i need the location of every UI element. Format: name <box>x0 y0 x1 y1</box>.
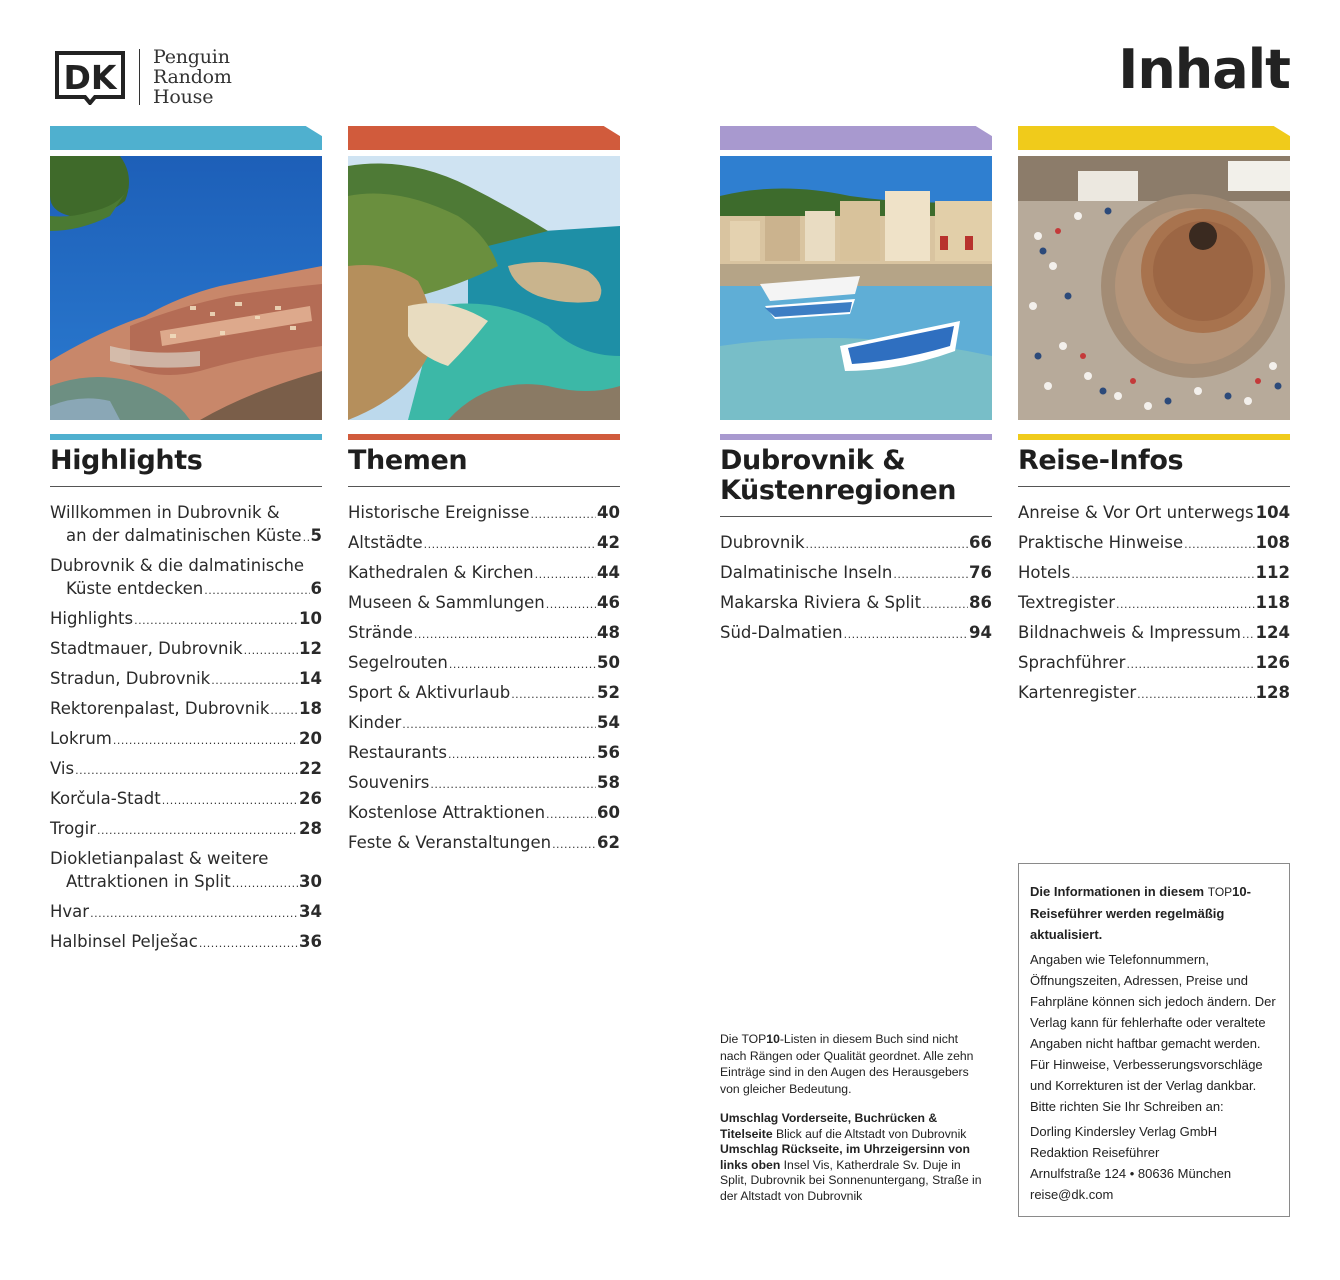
leader-dots <box>303 526 310 549</box>
toc-page-number: 104 <box>1255 503 1291 522</box>
penguin-random-house-wordmark <box>153 47 232 107</box>
toc-page-number: 5 <box>310 526 322 545</box>
section-underline-bar <box>348 434 620 440</box>
leader-dots <box>162 789 298 812</box>
toc-page-number: 30 <box>299 872 322 891</box>
toc-item[interactable] <box>348 681 620 706</box>
toc-item[interactable] <box>1018 591 1290 616</box>
info-heading-part: -Reiseführer werden regelmäßig aktualisiert. <box>1030 884 1251 942</box>
toc-page-number: 50 <box>597 653 620 672</box>
toc-item[interactable] <box>1018 681 1290 706</box>
toc-item-text: Hotels <box>1018 563 1071 582</box>
svg-text:DK: DK <box>63 58 117 97</box>
leader-dots <box>546 593 596 616</box>
onofrio-fountain-photo[interactable] <box>1018 156 1290 420</box>
toc-page-number: 86 <box>969 593 992 612</box>
info-box-heading <box>1030 881 1278 945</box>
toc-page-number: 6 <box>310 579 322 598</box>
toc-page-number: 26 <box>299 789 322 808</box>
toc-item-text: an der dalmatinischen Küste <box>66 526 302 545</box>
toc-item[interactable] <box>50 817 322 842</box>
toc-page-number: 44 <box>597 563 620 582</box>
toc-item[interactable] <box>50 930 322 955</box>
toc-item[interactable] <box>348 501 620 526</box>
toc-page-number: 42 <box>597 533 620 552</box>
leader-dots <box>1116 593 1255 616</box>
section-title: Highlights <box>50 446 322 487</box>
cover-front-label: Umschlag Vorderseite, Buchrücken & Titelseite <box>720 1111 938 1141</box>
leader-dots <box>1184 533 1254 556</box>
info-box-body: Angaben wie Telefonnummern, Öffnungszeiten, Adressen, Preise und Fahrpläne können sich jedoch ändern. Der Verlag kann für fehlerhafte oder veraltete Angaben nicht haftbar gemacht werden. Für Hinweise, Verbesserungsvorschläge und Korrekturen ist der Verlag dankbar. Bitte richten Sie Ihr Schreiben an: <box>1030 952 1276 1114</box>
toc-page-number: 76 <box>969 563 992 582</box>
toc-page-number: 22 <box>299 759 322 778</box>
toc-item[interactable] <box>348 651 620 676</box>
toc-item-text: Kostenlose Attraktionen <box>348 803 546 822</box>
logo-divider <box>139 49 140 105</box>
leader-dots <box>204 579 309 602</box>
toc-page-number: 54 <box>597 713 620 732</box>
leader-dots <box>449 653 596 676</box>
toc-item[interactable] <box>348 531 620 556</box>
toc-item-text: Textregister <box>1018 593 1116 612</box>
leader-dots <box>199 932 298 955</box>
toc-item[interactable] <box>50 637 322 662</box>
toc-item-text: Trogir <box>50 819 97 838</box>
section-underline-bar <box>1018 434 1290 440</box>
email-link[interactable]: reise@dk.com <box>1030 1187 1114 1202</box>
section-title: Reise-Infos <box>1018 446 1290 487</box>
section-themen <box>348 126 620 861</box>
leader-dots <box>90 902 298 925</box>
toc-item[interactable] <box>50 501 322 549</box>
leader-dots <box>113 729 298 752</box>
toc-page-number: 20 <box>299 729 322 748</box>
toc-page-number: 108 <box>1255 533 1290 552</box>
leader-dots <box>244 639 298 662</box>
toc-item-text: Dalmatinische Inseln <box>720 563 893 582</box>
toc-item-text: Vis <box>50 759 75 778</box>
toc-page-number: 62 <box>597 833 620 852</box>
section-color-tab <box>50 126 322 150</box>
leader-dots <box>922 593 968 616</box>
toc-item-text: Lokrum <box>50 729 112 748</box>
toc-item-text-line1: Dubrovnik & die dalmatinische <box>50 556 305 575</box>
toc-item[interactable] <box>348 591 620 616</box>
toc-page-number: 56 <box>597 743 620 762</box>
toc-page-number: 60 <box>597 803 620 822</box>
toc-item-text: Museen & Sammlungen <box>348 593 545 612</box>
dk-logo-icon <box>55 49 125 105</box>
toc-item[interactable] <box>348 771 620 796</box>
update-info-box <box>1018 863 1290 1217</box>
toc-item-text: Sport & Aktivurlaub <box>348 683 511 702</box>
address-line: Arnulfstraße 124 • 80636 München <box>1030 1166 1232 1181</box>
logo-word-3: House <box>153 86 214 108</box>
leader-dots <box>1242 623 1255 646</box>
leader-dots <box>402 713 596 736</box>
toc-item-text: Feste & Veranstaltungen <box>348 833 552 852</box>
toc-item[interactable] <box>1018 621 1290 646</box>
toc-item-text: Hvar <box>50 902 90 921</box>
leader-dots <box>75 759 298 782</box>
toc-page-number: 10 <box>299 609 322 628</box>
leader-dots <box>1126 653 1254 676</box>
cover-credits <box>720 1111 982 1204</box>
toc-page-number: 124 <box>1255 623 1290 642</box>
toc-page-number: 28 <box>299 819 322 838</box>
toc-item-text: Sprachführer <box>1018 653 1126 672</box>
toc-item[interactable] <box>50 697 322 722</box>
toc-page-number: 118 <box>1255 593 1290 612</box>
toc-item-text-line1: Willkommen in Dubrovnik & <box>50 503 280 522</box>
logo-word-1: Penguin <box>153 46 230 68</box>
toc-item-text: Praktische Hinweise <box>1018 533 1184 552</box>
toc-item-text: Korčula-Stadt <box>50 789 161 808</box>
toc-item[interactable] <box>50 554 322 602</box>
toc-item-text: Highlights <box>50 609 134 628</box>
section-highlights <box>50 126 322 960</box>
toc-item[interactable] <box>348 801 620 826</box>
cover-back-text: Insel Vis, Katherdrale Sv. Duje in Split, Dubrovnik bei Sonnenuntergang, Straße in der Altstadt von Dubrovnik <box>720 1157 982 1203</box>
note-text-part: -Listen in diesem Buch sind nicht nach Rängen oder Qualität geordnet. Alle zehn Einträge sind in den Augen des Herausgebers von gleicher Bedeutung. <box>720 1032 974 1096</box>
toc-page-number: 48 <box>597 623 620 642</box>
toc-item[interactable] <box>50 727 322 752</box>
toc-item-text: Strände <box>348 623 413 642</box>
toc-item[interactable] <box>720 561 992 586</box>
leader-dots <box>530 503 596 526</box>
leader-dots <box>424 533 596 556</box>
section-title-line2: Küstenregionen <box>720 475 957 506</box>
toc-list <box>348 501 620 856</box>
info-heading-part: Die Informationen in diesem <box>1030 884 1208 899</box>
toc-page-number: 14 <box>299 669 322 688</box>
leader-dots <box>211 669 298 692</box>
leader-dots <box>1071 563 1254 586</box>
leader-dots <box>511 683 596 706</box>
toc-item[interactable] <box>50 787 322 812</box>
leader-dots <box>97 819 298 842</box>
toc-item-text: Segelrouten <box>348 653 448 672</box>
toc-item[interactable] <box>348 711 620 736</box>
note-text-bold: 10 <box>766 1032 780 1046</box>
toc-item[interactable] <box>1018 561 1290 586</box>
beach-cove-photo[interactable] <box>348 156 620 420</box>
leader-dots <box>414 623 596 646</box>
toc-item-text: Stadtmauer, Dubrovnik <box>50 639 243 658</box>
toc-item[interactable] <box>348 561 620 586</box>
leader-dots <box>134 609 298 632</box>
note-text-part: Die TOP <box>720 1032 767 1046</box>
section-title: Themen <box>348 446 620 487</box>
toc-item-text: Historische Ereignisse <box>348 503 530 522</box>
top10-disclaimer-note <box>720 1031 982 1204</box>
toc-item[interactable] <box>50 847 322 895</box>
toc-page-number: 112 <box>1255 563 1290 582</box>
toc-item-text: Kartenregister <box>1018 683 1137 702</box>
top10-note-text <box>720 1031 982 1097</box>
toc-item[interactable] <box>348 741 620 766</box>
leader-dots <box>430 773 596 796</box>
section-color-tab <box>348 126 620 150</box>
section-underline-bar <box>50 434 322 440</box>
toc-page-number: 52 <box>597 683 620 702</box>
leader-dots <box>535 563 596 586</box>
leader-dots <box>232 872 298 895</box>
leader-dots <box>806 533 969 556</box>
toc-item-text: Süd-Dalmatien <box>720 623 843 642</box>
toc-item-text: Kinder <box>348 713 402 732</box>
info-heading-ten: 10 <box>1232 884 1247 899</box>
leader-dots <box>844 623 968 646</box>
section-title-line1: Dubrovnik & <box>720 445 906 476</box>
toc-item[interactable] <box>50 607 322 632</box>
info-box-address <box>1030 1121 1278 1205</box>
toc-page-number: 94 <box>969 623 992 642</box>
toc-item[interactable] <box>720 621 992 646</box>
toc-page-number: 36 <box>299 932 322 951</box>
section-title <box>720 446 992 517</box>
toc-item-text: Makarska Riviera & Split <box>720 593 922 612</box>
toc-item[interactable] <box>50 757 322 782</box>
toc-item-text: Restaurants <box>348 743 447 762</box>
section-underline-bar <box>720 434 992 440</box>
page-title: Inhalt <box>1118 38 1290 101</box>
toc-item-text: Küste entdecken <box>66 579 204 598</box>
address-line: Redaktion Reiseführer <box>1030 1145 1160 1160</box>
toc-item-text: Altstädte <box>348 533 423 552</box>
toc-item[interactable] <box>1018 651 1290 676</box>
section-color-tab <box>1018 126 1290 150</box>
toc-item[interactable] <box>720 531 992 556</box>
section-regionen <box>720 126 992 651</box>
toc-list <box>1018 501 1290 706</box>
leader-dots <box>448 743 596 766</box>
cover-back-label: Umschlag Rückseite, im Uhrzeigersinn von links oben <box>720 1142 970 1172</box>
toc-page-number: 34 <box>299 902 322 921</box>
toc-page-number: 18 <box>299 699 322 718</box>
toc-page-number: 46 <box>597 593 620 612</box>
toc-item[interactable] <box>1018 501 1290 526</box>
publisher-logo <box>55 47 232 107</box>
toc-item-text: Attraktionen in Split <box>66 872 231 891</box>
leader-dots <box>546 803 596 826</box>
logo-word-2: Random <box>153 66 232 88</box>
toc-item[interactable] <box>720 591 992 616</box>
toc-item-text: Bildnachweis & Impressum <box>1018 623 1241 642</box>
section-color-tab <box>720 126 992 150</box>
toc-item[interactable] <box>1018 531 1290 556</box>
toc-item[interactable] <box>50 667 322 692</box>
toc-item[interactable] <box>50 900 322 925</box>
toc-item-text: Dubrovnik <box>720 533 805 552</box>
toc-item-text: Anreise & Vor Ort unterwegs <box>1018 503 1254 522</box>
address-line: Dorling Kindersley Verlag GmbH <box>1030 1124 1218 1139</box>
toc-list <box>50 501 322 955</box>
harbor-boats-photo[interactable] <box>720 156 992 420</box>
toc-list <box>720 531 992 646</box>
toc-page-number: 66 <box>969 533 992 552</box>
cover-front-text: Blick auf die Altstadt von Dubrovnik <box>772 1126 967 1141</box>
dubrovnik-aerial-photo[interactable] <box>50 156 322 420</box>
toc-page-number: 126 <box>1255 653 1290 672</box>
toc-item[interactable] <box>348 831 620 856</box>
toc-item-text: Stradun, Dubrovnik <box>50 669 211 688</box>
leader-dots <box>552 833 596 856</box>
toc-item-text-line1: Diokletianpalast & weitere <box>50 849 269 868</box>
info-heading-top: TOP <box>1207 885 1233 899</box>
section-reise-infos <box>1018 126 1290 711</box>
toc-item-text: Rektorenpalast, Dubrovnik <box>50 699 270 718</box>
toc-page-number: 12 <box>299 639 322 658</box>
toc-page-number: 58 <box>597 773 620 792</box>
leader-dots <box>893 563 968 586</box>
toc-page-number: 40 <box>597 503 620 522</box>
toc-page-number: 128 <box>1255 683 1290 702</box>
toc-item[interactable] <box>348 621 620 646</box>
toc-item-text: Souvenirs <box>348 773 430 792</box>
leader-dots <box>270 699 298 722</box>
toc-item-text: Kathedralen & Kirchen <box>348 563 534 582</box>
toc-item-text: Halbinsel Pelješac <box>50 932 198 951</box>
leader-dots <box>1137 683 1254 706</box>
